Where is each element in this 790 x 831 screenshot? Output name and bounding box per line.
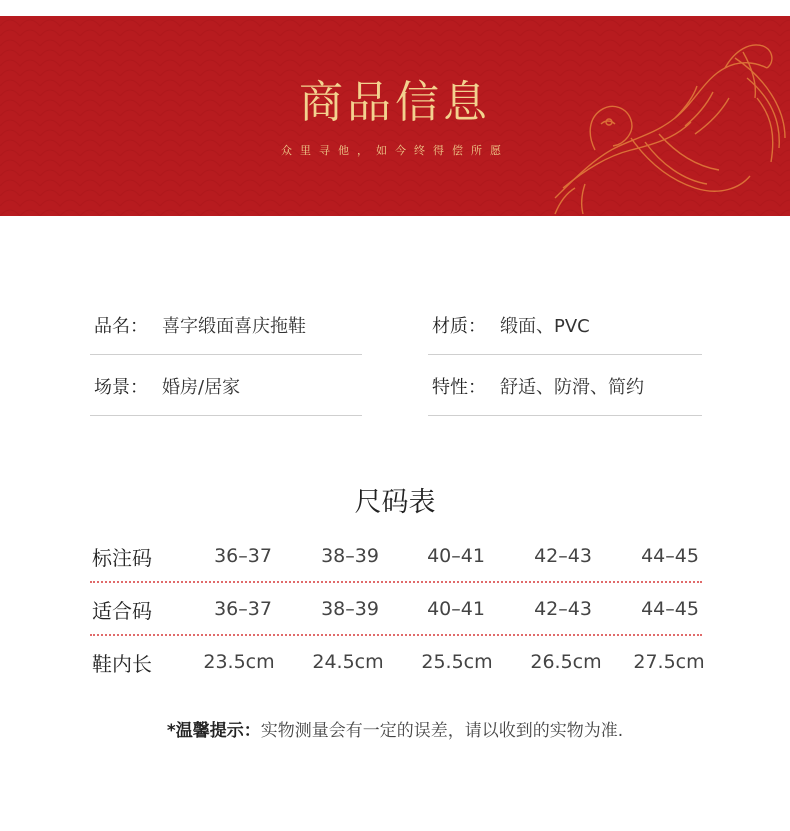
material-label: 材质：: [432, 316, 486, 337]
banner-subtitle: 众里寻他，如今终得偿所愿: [281, 144, 509, 157]
row-header: 鞋内长: [92, 652, 152, 676]
size-cell: 27.5cm: [633, 651, 705, 673]
feature-row: [428, 353, 702, 416]
row-header: 标注码: [92, 546, 152, 570]
size-cell: 23.5cm: [203, 651, 275, 673]
warm-tip: [0, 716, 790, 741]
size-row-length: [90, 636, 705, 687]
phoenix-icon: [535, 38, 790, 216]
material-value: 缎面、PVC: [500, 316, 590, 337]
scene-value: 婚房/居家: [162, 377, 241, 398]
banner-title: 商品信息: [299, 77, 491, 128]
size-cell: 44–45: [641, 545, 699, 567]
product-name-value: 喜字缎面喜庆拖鞋: [162, 316, 306, 337]
warm-tip-text: 实物测量会有一定的误差，请以收到的实物为准.: [260, 721, 624, 741]
size-cell: 38–39: [321, 545, 379, 567]
size-row-marked: [90, 530, 702, 583]
size-cell: 40–41: [427, 545, 485, 567]
size-cell: 36–37: [214, 598, 272, 620]
scene-label: 场景：: [94, 377, 148, 398]
size-cell: 42–43: [534, 545, 592, 567]
size-cell: 42–43: [534, 598, 592, 620]
warm-tip-prefix: *温馨提示：: [166, 721, 261, 741]
size-chart-table: [90, 530, 705, 687]
product-name-row: [90, 292, 362, 355]
size-cell: 36–37: [214, 545, 272, 567]
size-chart-title: 尺码表: [354, 487, 436, 518]
product-name-label: 品名：: [94, 316, 148, 337]
size-cell: 25.5cm: [421, 651, 493, 673]
size-cell: 26.5cm: [530, 651, 602, 673]
size-cell: 38–39: [321, 598, 379, 620]
size-row-fit: [90, 583, 702, 636]
top-strip: [0, 0, 790, 16]
row-header: 适合码: [92, 599, 152, 623]
size-cell: 44–45: [641, 598, 699, 620]
material-row: [428, 292, 702, 355]
feature-value: 舒适、防滑、简约: [500, 377, 644, 398]
feature-label: 特性：: [432, 377, 486, 398]
size-cell: 24.5cm: [312, 651, 384, 673]
scene-row: [90, 353, 362, 416]
size-cell: 40–41: [427, 598, 485, 620]
product-info-banner: [0, 16, 790, 216]
